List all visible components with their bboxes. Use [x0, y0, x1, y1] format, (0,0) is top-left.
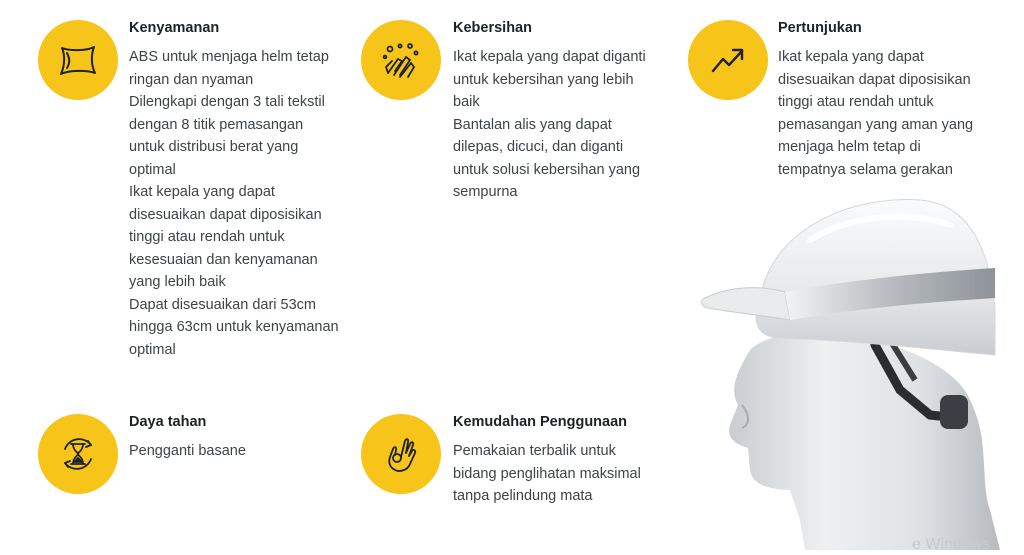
feature-description: [453, 46, 653, 204]
hourglass-icon: [38, 414, 118, 494]
feature-title: Daya tahan: [129, 414, 207, 430]
pillow-icon: [38, 20, 118, 100]
helmet-product-image: [690, 190, 1024, 550]
feature-paragraph: Dapat disesuaikan dari 53cm hingga 63cm untuk kenyamanan optimal: [129, 296, 339, 358]
feature-paragraph: Ikat kepala yang dapat diganti untuk kebersihan yang lebih baik: [453, 49, 646, 110]
trend-up-icon: [688, 20, 768, 100]
feature-title: Kebersihan: [453, 20, 532, 36]
helmet-mannequin-illustration: [690, 190, 1024, 550]
feature-paragraph: ABS untuk menjaga helm tetap ringan dan nyaman: [129, 49, 329, 88]
feature-description: [129, 440, 341, 463]
feature-paragraph: Ikat kepala yang dapat disesuaikan dapat diposisikan tinggi atau rendah untuk kesesuaian dan kenyamanan yang lebih baik: [129, 184, 322, 290]
ok-hand-icon: [361, 414, 441, 494]
feature-paragraph: Pengganti basane: [129, 443, 246, 459]
feature-title: Pertunjukan: [778, 20, 862, 36]
feature-title: Kemudahan Penggunaan: [453, 414, 628, 430]
feature-description: [778, 46, 990, 181]
feature-paragraph: Ikat kepala yang dapat disesuaikan dapat diposisikan tinggi atau rendah untuk pemasangan yang aman yang menjaga helm tetap di tempatnya selama gerakan: [778, 49, 974, 178]
feature-description: [129, 46, 341, 361]
feature-paragraph: Pemakaian terbalik untuk bidang penglihatan maksimal tanpa pelindung mata: [453, 443, 641, 504]
feature-description: [453, 440, 658, 508]
feature-paragraph: Bantalan alis yang dapat dilepas, dicuci, dan diganti untuk solusi kebersihan yang sempurna: [453, 116, 641, 200]
windows-activation-watermark: e Windows: [912, 536, 991, 553]
feature-title: Kenyamanan: [129, 20, 220, 36]
washing-hands-icon: [361, 20, 441, 100]
feature-paragraph: Dilengkapi dengan 3 tali tekstil dengan 8 titik pemasangan untuk distribusi berat yang optimal: [129, 94, 325, 178]
